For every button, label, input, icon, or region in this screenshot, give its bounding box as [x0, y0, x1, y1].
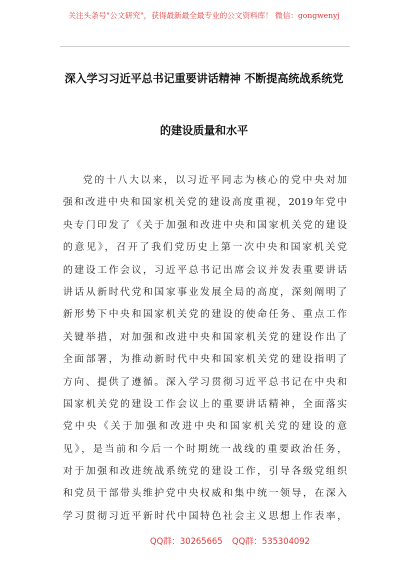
footer-qq-group-2: QQ群：535304092 [232, 536, 310, 546]
document-body [63, 170, 347, 528]
body-line: 党中央《关于加强和改进中央和国家机关党的建设的意 [63, 421, 347, 433]
body-line: 方向、提供了遵循。深入学习贯彻习近平总书记在中央和 [63, 376, 347, 388]
body-line: 国家机关党的建设工作会议上的重要讲话精神，全面落实 [63, 398, 347, 410]
document-title-line-1: 深入学习习近平总书记重要讲话精神 不断提高统战系统党 [64, 72, 344, 85]
header-divider [60, 46, 350, 47]
body-line: 讲话从新时代党和国家事业发展全局的高度，深刻阐明了 [63, 286, 347, 298]
body-line: 学习贯彻习近平新时代中国特色社会主义思想上作表率， [63, 510, 347, 522]
header-promo-text: 关注头条号"公文研究"，获得最新最全最专业的公文资料库！ 微信：gongwenyj [68, 11, 340, 20]
footer-qq-group-1: QQ群：30265665 [150, 536, 223, 546]
body-line: 央专门印发了《关于加强和改进中央和国家机关党的建设 [63, 219, 347, 231]
body-line: 见》，是当前和今后一个时期统一战线的重要政治任务， [63, 443, 347, 455]
body-line: 和党员干部带头维护党中央权威和集中统一领导，在深入 [63, 488, 347, 500]
body-line: 的建设工作会议，习近平总书记出席会议并发表重要讲话 [63, 264, 347, 276]
body-line: 的意见》，召开了我们党历史上第一次中央和国家机关党 [63, 242, 347, 254]
document-title-line-2: 的建设质量和水平 [160, 124, 248, 137]
body-line: 全面部署，为推动新时代中央和国家机关党的建设指明了 [63, 354, 347, 366]
body-line: 强和改进中央和国家机关党的建设高度重视，2019年党中 [63, 197, 347, 209]
body-line: 党的十八大以来，以习近平同志为核心的党中央对加 [83, 175, 347, 186]
body-line: 新形势下中央和国家机关党的建设的使命任务、重点工作 [63, 309, 347, 321]
body-line: 对于加强和改进统战系统党的建设工作，引导各级党组织 [63, 466, 347, 478]
body-line: 关键举措，对加强和改进中央和国家机关党的建设作出了 [63, 331, 347, 343]
